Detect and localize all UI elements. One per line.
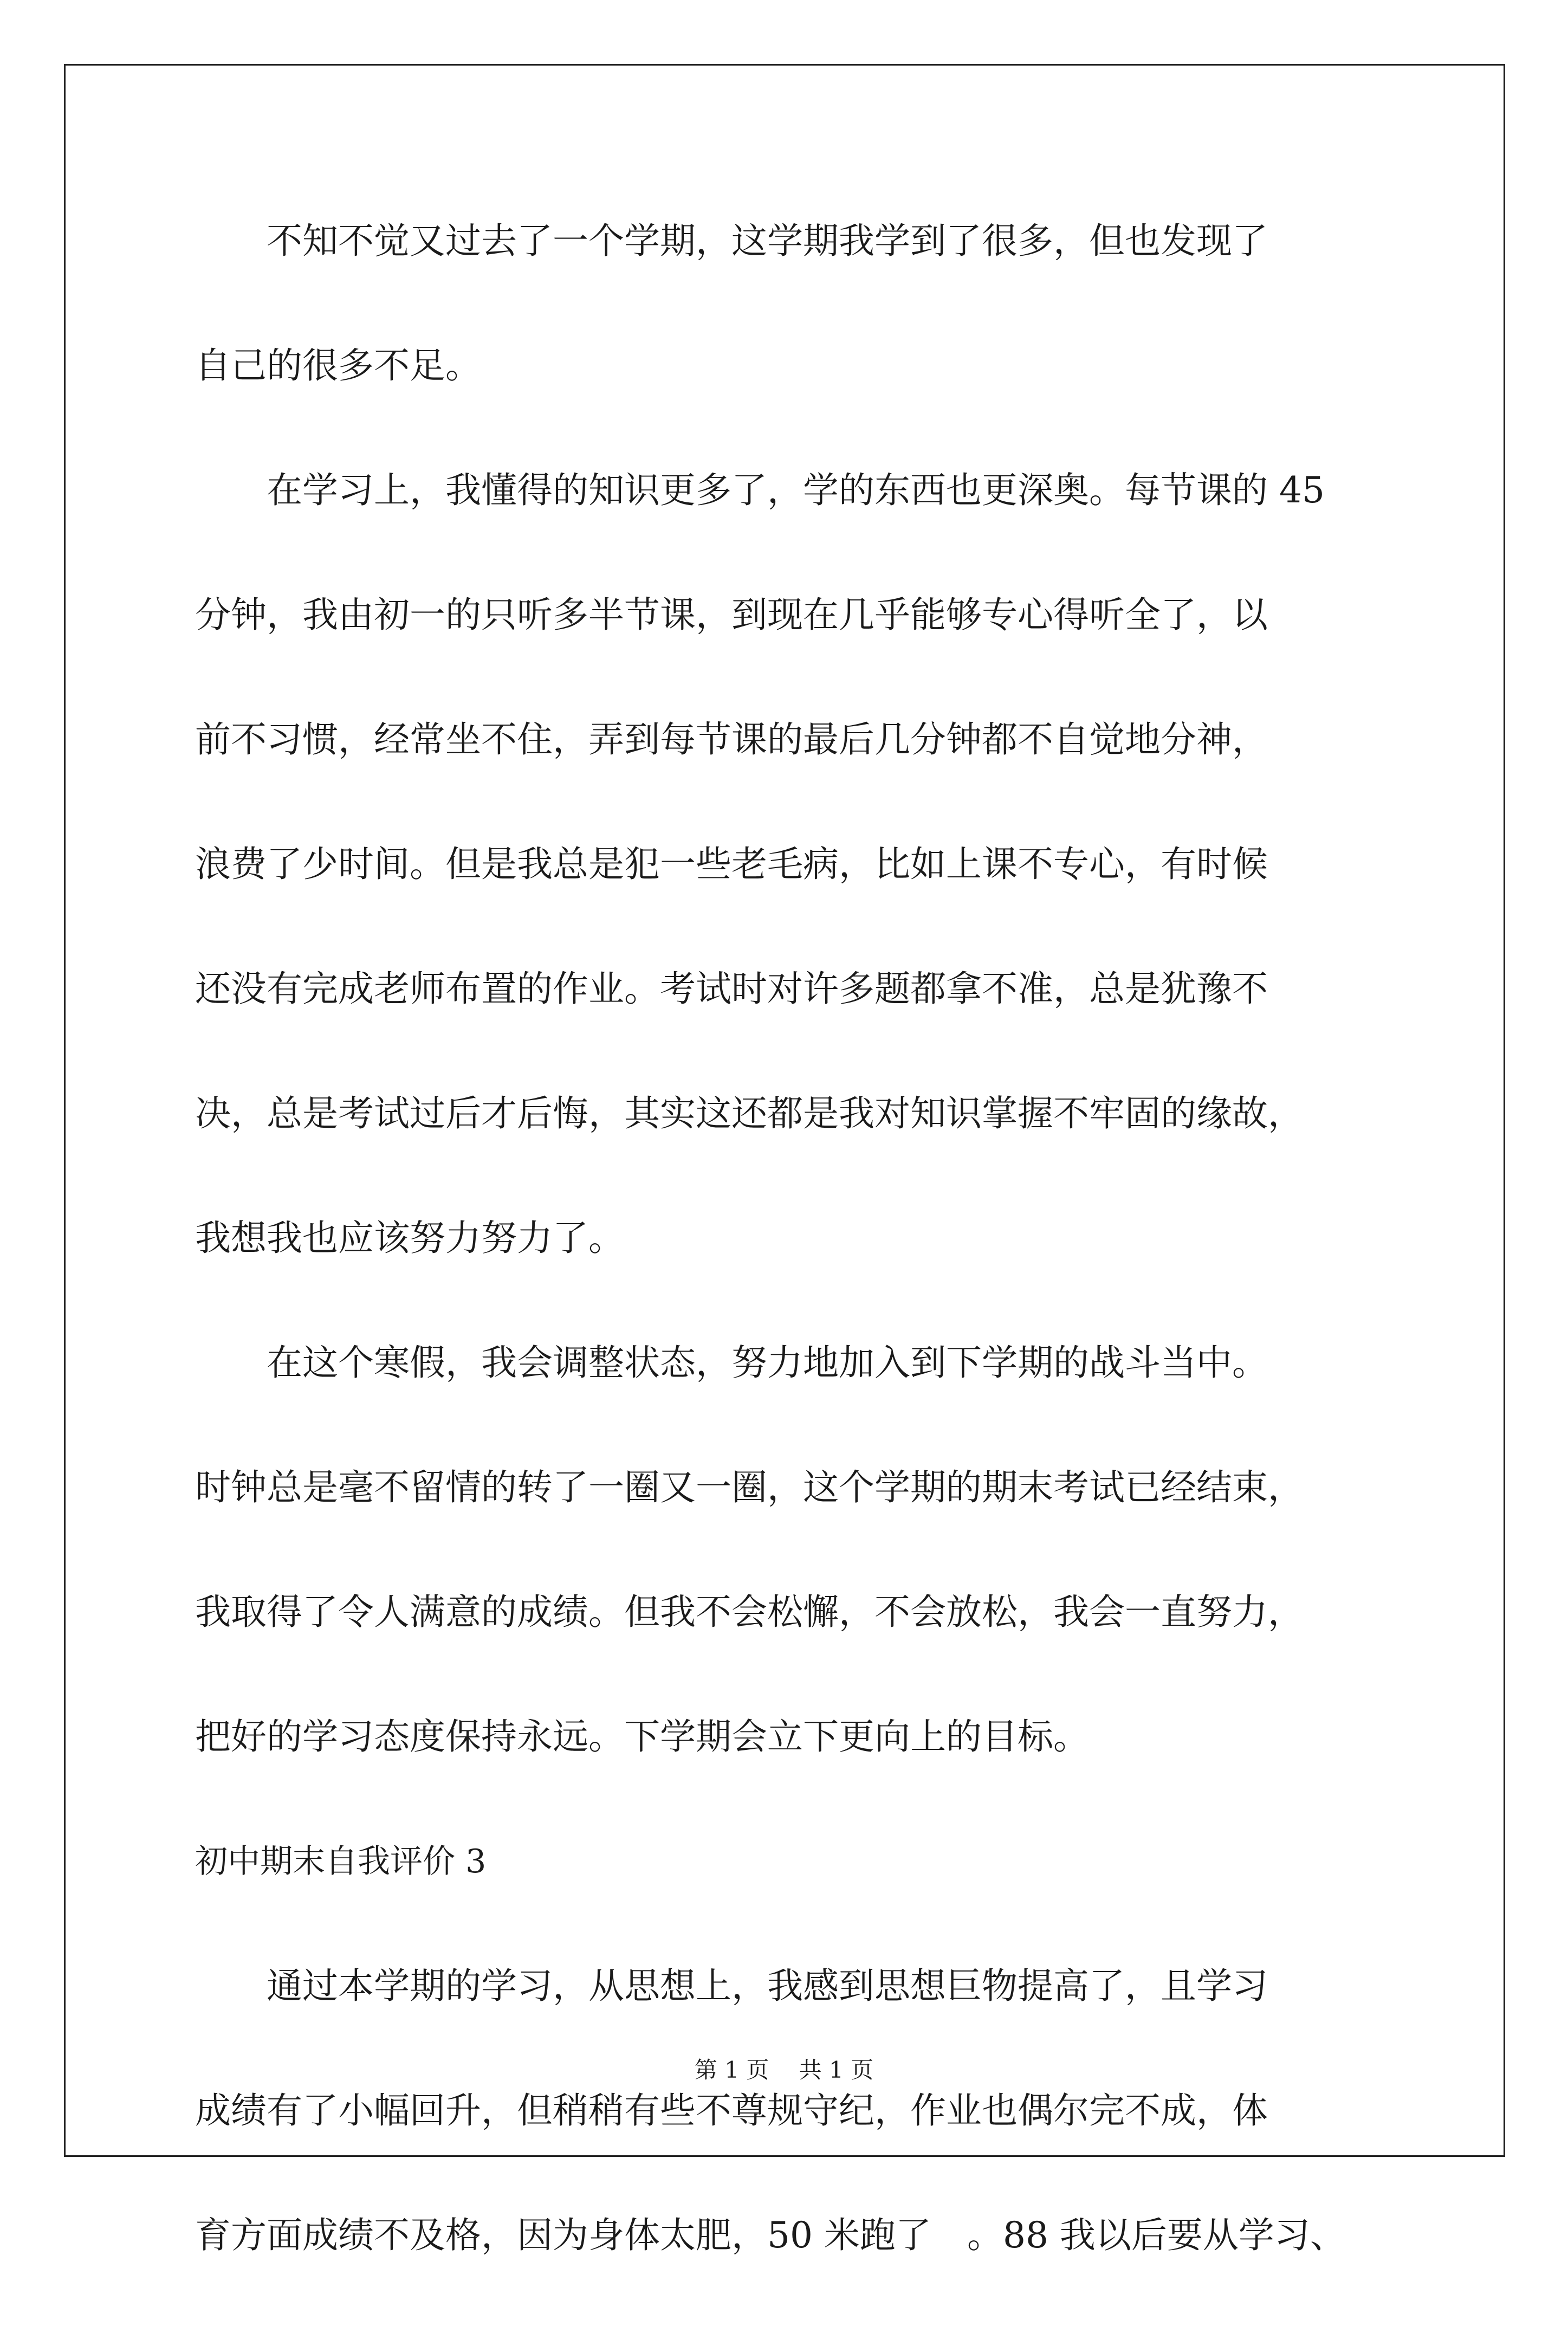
paragraph-4-line-2: 成绩有了小幅回升，但稍稍有些不尊规守纪，作业也偶尔完不成，体: [195, 2090, 1268, 2131]
paragraph-2-line-7: 我想我也应该努力努力了。: [195, 1217, 624, 1259]
paragraph-2-line-1: 在学习上，我懂得的知识更多了，学的东西也更深奥。每节课的 45: [267, 469, 1325, 511]
paragraph-4-line-1: 通过本学期的学习，从思想上，我感到思想巨物提高了，且学习: [267, 1965, 1268, 2007]
paragraph-3-line-1: 在这个寒假，我会调整状态，努力地加入到下学期的战斗当中。: [267, 1342, 1268, 1384]
paragraph-1-line-1: 不知不觉又过去了一个学期，这学期我学到了很多，但也发现了: [267, 220, 1268, 262]
document-body: [195, 214, 1420, 2333]
paragraph-2-line-5: 还没有完成老师布置的作业。考试时对许多题都拿不准，总是犹豫不: [195, 968, 1268, 1010]
paragraph-3-line-3: 我取得了令人满意的成绩。但我不会松懈，不会放松，我会一直努力，: [195, 1591, 1304, 1633]
paragraph-2-line-4: 浪费了少时间。但是我总是犯一些老毛病，比如上课不专心，有时候: [195, 843, 1268, 885]
paragraph-1-line-2: 自己的很多不足。: [195, 345, 481, 386]
page-footer: 第 1 页 共 1 页: [694, 2057, 874, 2083]
section-heading: 初中期末自我评价 3: [195, 1843, 487, 1880]
paragraph-2-line-3: 前不习惯，经常坐不住，弄到每节课的最后几分钟都不自觉地分神，: [195, 719, 1268, 760]
paragraph-2-line-2: 分钟，我由初一的只听多半节课，到现在几乎能够专心得听全了，以: [195, 594, 1268, 636]
paragraph-2-line-6: 决，总是考试过后才后悔，其实这还都是我对知识掌握不牢固的缘故，: [195, 1093, 1304, 1134]
paragraph-3-line-4: 把好的学习态度保持永远。下学期会立下更向上的目标。: [195, 1716, 1089, 1757]
paragraph-3-line-2: 时钟总是毫不留情的转了一圈又一圈，这个学期的期末考试已经结束，: [195, 1466, 1304, 1508]
paragraph-4-line-3: 育方面成绩不及格，因为身体太肥，50 米跑了 。88 我以后要从学习、: [195, 2214, 1346, 2256]
